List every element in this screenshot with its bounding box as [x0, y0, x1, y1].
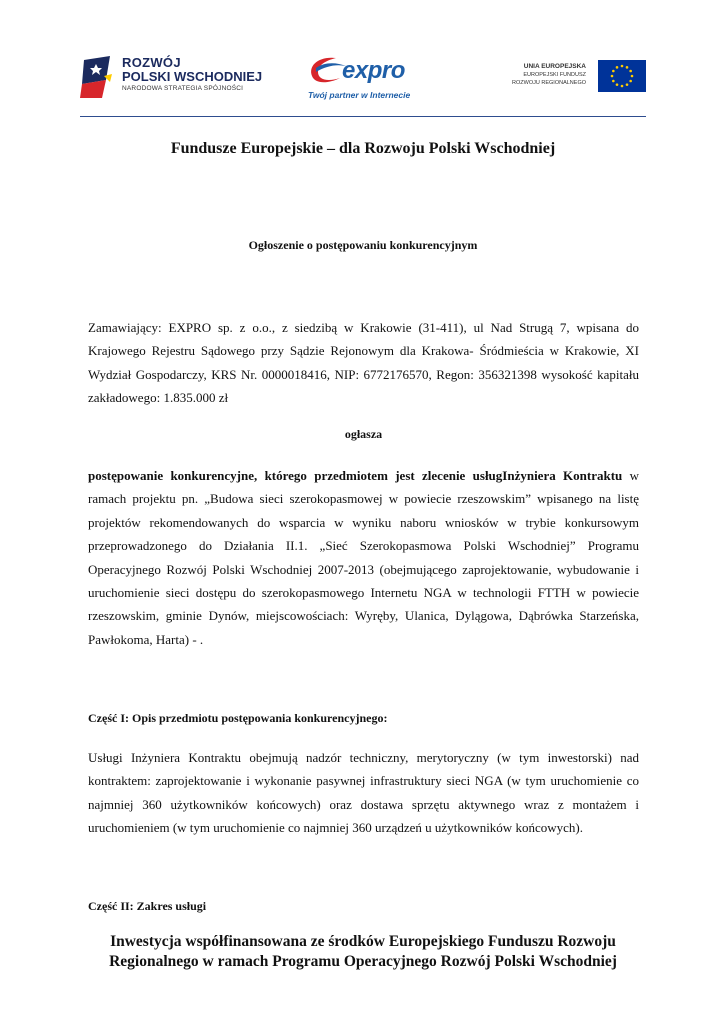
eu-flag-icon [598, 60, 646, 92]
subject-bold-text: postępowanie konkurencyjne, którego przedmiotem jest zlecenie usługInżyniera Kontraktu [88, 468, 623, 483]
eu-star-icon [621, 65, 624, 68]
rpw-line3: NARODOWA STRATEGIA SPÓJNOŚCI [122, 85, 244, 92]
eu-star-icon [616, 66, 619, 69]
subject-paragraph [88, 464, 639, 651]
part2-heading: Część II: Zakres usługi [88, 899, 207, 913]
rpw-flag-icon [80, 54, 116, 100]
eu-line3: ROZWOJU REGIONALNEGO [512, 80, 586, 86]
eu-star-icon [631, 75, 634, 78]
expro-tagline: Twój partner w Internecie [308, 90, 411, 100]
eu-star-icon [626, 66, 629, 69]
subject-rest-text: w ramach projektu pn. „Budowa sieci szerokopasmowej w powiecie rzeszowskim” wpisanego na listę projektów rekomendowanych do wsparcia w wyniku naboru wniosków w trybie konkursowym przeprowadzonego do Działania II.1. „Sieć Szerokopasmowa Polski Wschodniej” Programu Operacyjnego Rozwój Polski Wschodniej 2007-2013 (obejmującego zaprojektowanie, wybudowanie i uruchomienie sieci dostępu do szerokopasmowego Internetu NGA w technologii FTTH w powiecie rzeszowskim, gminie Dynów, miejscowościach: Wyręby, Ulanica, Dylągowa, Dąbrówka Starzeńska, Pawłokoma, Harta) - . [88, 468, 639, 647]
rpw-text [122, 56, 262, 94]
announces-heading: ogłasza [344, 427, 383, 441]
eu-line2: EUROPEJSKI FUNDUSZ [523, 72, 586, 78]
eu-star-icon [629, 80, 632, 83]
header-rule [80, 116, 646, 117]
rpw-line2: POLSKI WSCHODNIEJ [122, 69, 263, 84]
eu-logo [500, 60, 646, 100]
eu-star-icon [611, 75, 614, 78]
eu-line1: UNIA EUROPEJSKA [523, 63, 586, 70]
contracting-party-paragraph: Zamawiający: EXPRO sp. z o.o., z siedzibą w Krakowie (31-411), ul Nad Strugą 7, wpisana do Krajowego Rejestru Sądowego przy Sądzie Rejonowym dla Krakowa- Śródmieścia w Krakowie, XI Wydział Gospodarczy, KRS Nr. 0000018416, NIP: 6772176570, Regon: 356321398 wysokość kapitału zakładowego: 1.835.000 zł [88, 320, 639, 406]
page-header [80, 52, 646, 112]
eu-star-icon [621, 85, 624, 88]
eu-star-icon [612, 80, 615, 83]
part1-heading: Część I: Opis przedmiotu postępowania konkurencyjnego: [88, 711, 388, 725]
part1-paragraph: Usługi Inżyniera Kontraktu obejmują nadzór techniczny, merytoryczny (w tym inwestorski) nad kontraktem: zaprojektowanie i wykonanie pasywnej infrastruktury sieci NGA (w tym uruchomienie co najmniej 360 użytkowników końcowych) oraz dostawa sprzętu aktywnego wraz z montażem i uruchomieniem (w tym uruchomienie co najmniej 360 urządzeń u użytkowników końcowych). [88, 750, 639, 836]
eu-star-icon [626, 83, 629, 86]
rpw-line1: ROZWÓJ [122, 55, 181, 70]
eu-star-icon [612, 70, 615, 73]
page-title: Fundusze Europejskie – dla Rozwoju Polski Wschodniej [170, 140, 556, 157]
eu-star-icon [629, 70, 632, 73]
expro-wordmark: expro [342, 57, 405, 84]
rozwoj-polski-wschodniej-logo [80, 52, 265, 108]
eu-star-icon [616, 83, 619, 86]
announcement-subtitle: Ogłoszenie o postępowaniu konkurencyjnym [248, 238, 478, 252]
cofinancing-footer: Inwestycja współfinansowana ze środków Europejskiego Funduszu Rozwoju Regionalnego w ramach Programu Operacyjnego Rozwój Polski Wschodniej [109, 933, 617, 970]
eu-text [512, 62, 586, 87]
expro-logo [306, 54, 426, 106]
